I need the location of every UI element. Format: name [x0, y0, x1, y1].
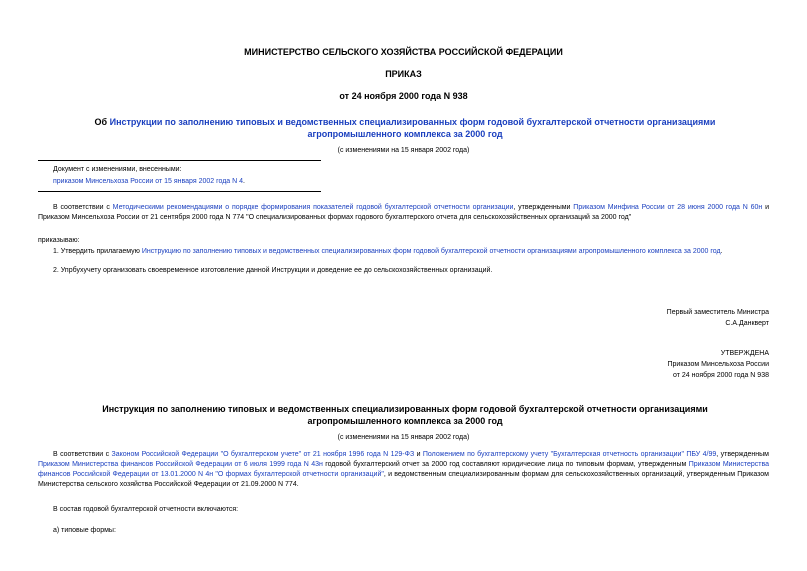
- signature-position: Первый заместитель Министра: [666, 309, 769, 316]
- pbu-regulation-link[interactable]: Положением по бухгалтерскому учету "Бухгалтерская отчетность организации" ПБУ 4/99: [422, 451, 717, 458]
- changes-line: [53, 177, 245, 187]
- signature-name: С.А.Данкверт: [725, 320, 769, 327]
- instruction-paragraph: [38, 450, 769, 490]
- instr-text-2: и: [414, 451, 423, 458]
- preamble-text-2: , утвержденными: [513, 204, 574, 211]
- approved-by: Приказом Минсельхоза России: [667, 361, 769, 368]
- minfin-4n-link[interactable]: Приказом Министерства финансов Российской Федерации от 13.01.2000 N 4н "О формах бухгалтерской отчетности организаций": [38, 461, 769, 478]
- order-item-1: [53, 247, 769, 257]
- order-title-prefix: Об: [94, 117, 110, 127]
- approved-date: от 24 ноября 2000 года N 938: [673, 372, 769, 379]
- instr-text-4: годовой бухгалтерский отчет за 2000 год составляют юридические лица по типовым формам, утвержденным: [322, 461, 689, 468]
- divider-bottom: [38, 191, 321, 192]
- composition-label: В состав годовой бухгалтерской отчетности включаются:: [53, 506, 239, 513]
- order-amendments: (с изменениями на 15 января 2002 года): [337, 147, 470, 154]
- instruction-title: Инструкция по заполнению типовых и ведомственных специализированных форм годовой бухгалтерской отчетности организациями агропромышленного комплекса за 2000 год: [102, 404, 708, 426]
- instruction-link[interactable]: Инструкции по заполнению типовых и ведомственных специализированных форм годовой бухгалтерской отчетности организациями агропромышленного комплекса за 2000 год: [109, 117, 716, 139]
- order-item-2: 2. Упрбухучету организовать своевременное изготовление данной Инструкции и доведение ее до сельскохозяйственных организаций.: [53, 267, 493, 274]
- instr-text-5: , и ведомственным специализированным формам для сельскохозяйственных организаций, утвержденным Приказом Министерства сельского хозяйства Российской Федерации от 21.09.2000 N 774.: [38, 471, 769, 488]
- preamble-text-1: В соответствии с: [53, 204, 113, 211]
- changes-order-link[interactable]: приказом Минсельхоза России от 15 января 2002 года N 4: [53, 178, 244, 185]
- methodical-recommendations-link[interactable]: Методическими рекомендациями о порядке формирования показателей годовой бухгалтерской отчетности организации: [112, 204, 514, 211]
- changes-end: .: [243, 178, 245, 185]
- item1-instruction-link[interactable]: Инструкцию по заполнению типовых и ведомственных специализированных форм годовой бухгалтерской отчетности организациями агропромышленного комплекса за 2000 год: [141, 248, 721, 255]
- divider-top: [38, 160, 321, 161]
- instr-text-3: , утвержденным: [716, 451, 769, 458]
- accounting-law-link[interactable]: Законом Российской Федерации "О бухгалтерском учете" от 21 ноября 1996 года N 129-ФЗ: [111, 451, 415, 458]
- approved-label: УТВЕРЖДЕНА: [720, 350, 769, 357]
- doc-type: ПРИКАЗ: [385, 69, 422, 79]
- changes-label: Документ с изменениями, внесенными:: [53, 166, 182, 173]
- order-date-number: от 24 ноября 2000 года N 938: [339, 91, 468, 101]
- orders-label: приказываю:: [38, 237, 80, 244]
- preamble-paragraph: [38, 203, 769, 223]
- instr-text-1: В соответствии с: [53, 451, 112, 458]
- instruction-amendments: (с изменениями на 15 января 2002 года): [337, 434, 470, 441]
- ministry-heading: МИНИСТЕРСТВО СЕЛЬСКОГО ХОЗЯЙСТВА РОССИЙСКОЙ ФЕДЕРАЦИИ: [244, 47, 563, 57]
- item1-end: .: [720, 248, 723, 255]
- item1-prefix: 1. Утвердить прилагаемую: [53, 248, 142, 255]
- preamble-text-3: и Приказом Минсельхоза России от 21 сентября 2000 года N 774 "О специализированных формах годового бухгалтерского отчета для сельскохозяйственных организаций за 2000 год": [38, 204, 769, 221]
- minfin-order-link[interactable]: Приказом Минфина России от 28 июня 2000 года N 60н: [573, 204, 763, 211]
- order-title: [60, 116, 750, 140]
- minfin-43n-link[interactable]: Приказом Министерства финансов Российской Федерации от 6 июля 1999 года N 43н: [38, 461, 323, 468]
- item-a-label: а) типовые формы:: [53, 527, 116, 534]
